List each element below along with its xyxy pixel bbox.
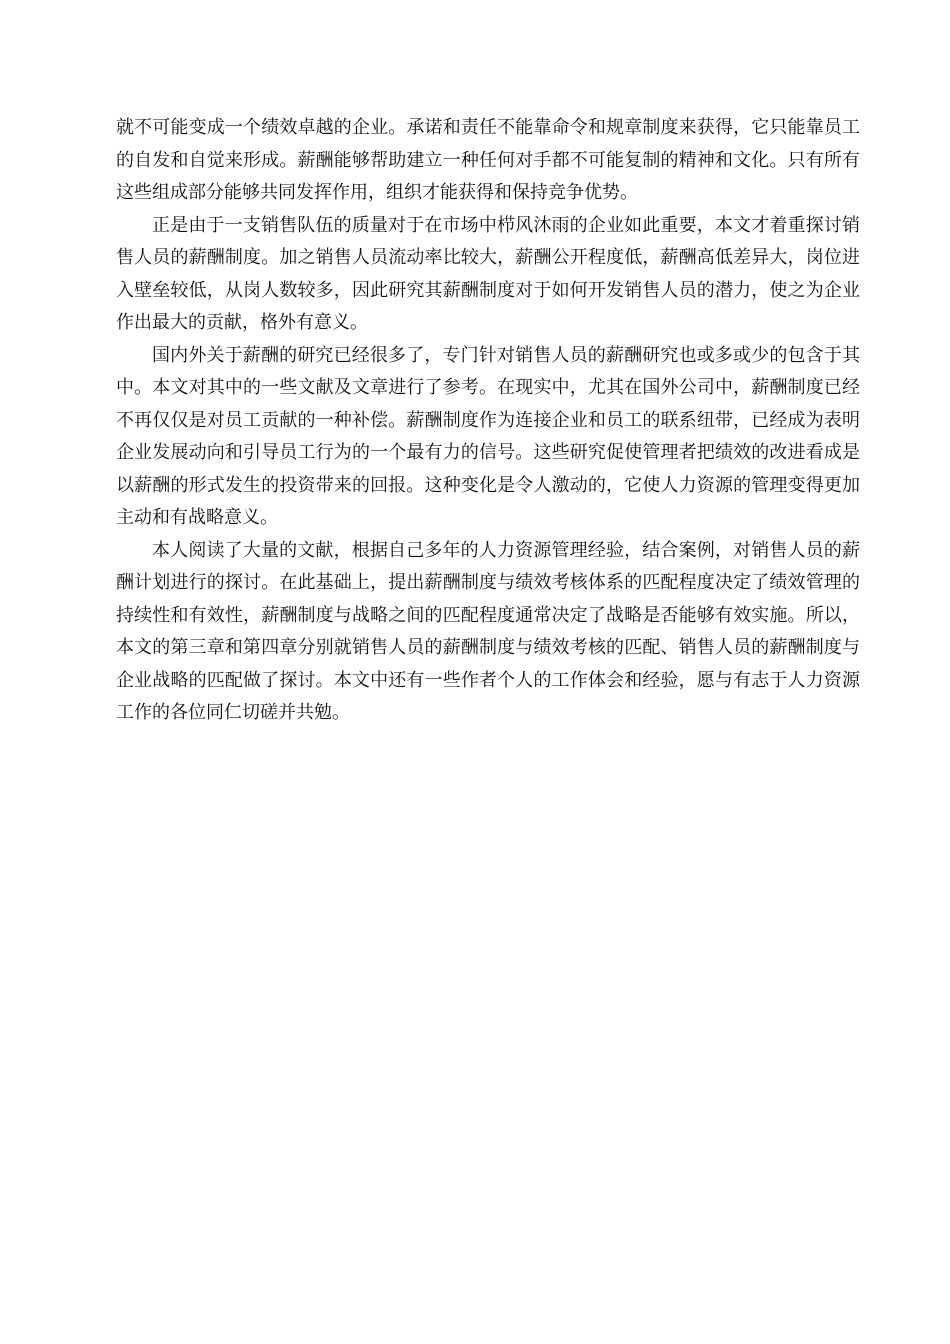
paragraph-1: 就不可能变成一个绩效卓越的企业。承诺和责任不能靠命令和规章制度来获得，它只能靠员工的自发和自觉来形成。薪酬能够帮助建立一种任何对手都不可能复制的精神和文化。只有所有这些组成部分能够共同发挥作用，组织才能获得和保持竞争优势。 <box>116 117 860 203</box>
paragraph-3: 国内外关于薪酬的研究已经很多了，专门针对销售人员的薪酬研究也或多或少的包含于其中。本文对其中的一些文献及文章进行了参考。在现实中，尤其在国外公司中，薪酬制度已经不再仅仅是对员工贡献的一种补偿。薪酬制度作为连接企业和员工的联系纽带，已经成为表明企业发展动向和引导员工行为的一个最有力的信号。这些研究促使管理者把绩效的改进看成是以薪酬的形式发生的投资带来的回报。这种变化是令人激动的，它使人力资源的管理变得更加主动和有战略意义。 <box>116 344 860 528</box>
paragraph-4: 本人阅读了大量的文献，根据自己多年的人力资源管理经验，结合案例，对销售人员的薪酬计划进行的探讨。在此基础上，提出薪酬制度与绩效考核体系的匹配程度决定了绩效管理的持续性和有效性，薪酬制度与战略之间的匹配程度通常决定了战略是否能够有效实施。所以，本文的第三章和第四章分别就销售人员的薪酬制度与绩效考核的匹配、销售人员的薪酬制度与企业战略的匹配做了探讨。本文中还有一些作者个人的工作体会和经验，愿与有志于人力资源工作的各位同仁切磋并共勉。 <box>116 539 860 723</box>
paragraph-2: 正是由于一支销售队伍的质量对于在市场中栉风沐雨的企业如此重要，本文才着重探讨销售人员的薪酬制度。加之销售人员流动率比较大，薪酬公开程度低，薪酬高低差异大，岗位进入壁垒较低，从岗人数较多，因此研究其薪酬制度对于如何开发销售人员的潜力，使之为企业作出最大的贡献，格外有意义。 <box>116 214 860 333</box>
document-page <box>116 112 860 730</box>
